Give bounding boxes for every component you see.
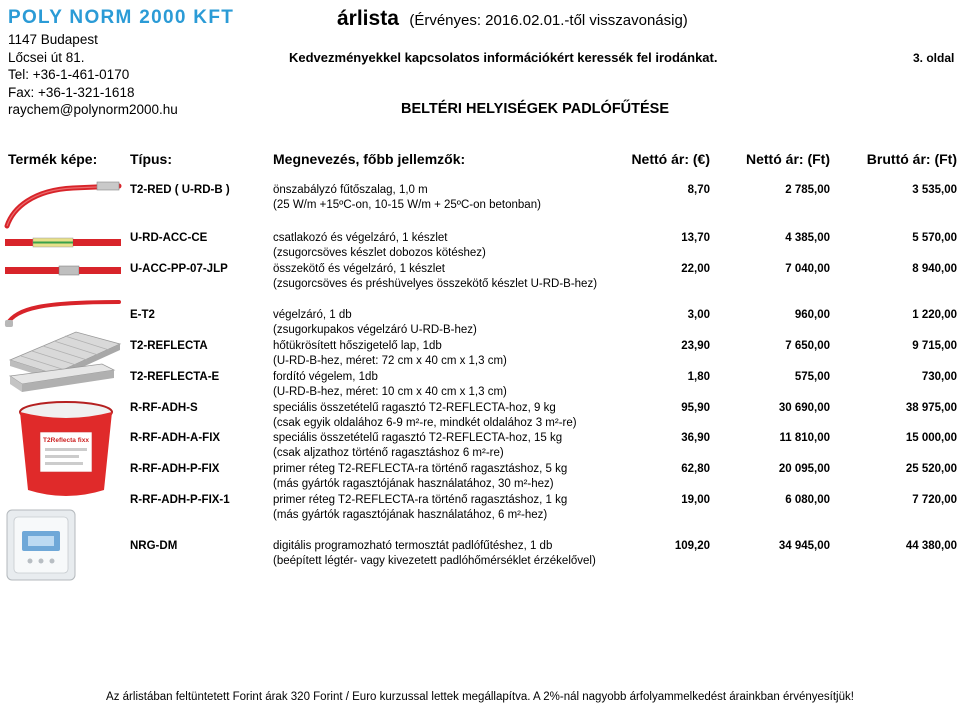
col-header-image: Termék képe: — [8, 151, 98, 167]
product-code: R-RF-ADH-A-FIX — [130, 432, 221, 444]
net-price-huf: 2 785,00 — [785, 184, 830, 196]
product-note: (U-RD-B-hez, méret: 10 cm x 40 cm x 1,3 cm) — [273, 386, 507, 398]
gross-price-huf: 730,00 — [921, 371, 957, 383]
net-price-eur: 19,00 — [681, 494, 710, 506]
net-price-huf: 30 690,00 — [778, 402, 830, 414]
address-line: 1147 Budapest — [8, 32, 98, 47]
table-row — [0, 184, 960, 214]
table-row — [0, 340, 960, 370]
net-price-eur: 36,90 — [681, 432, 710, 444]
product-name: összekötő és végelzáró, 1 készlet — [273, 263, 445, 275]
product-note: (csak aljzathoz történő ragasztáshoz 6 m²-re) — [273, 447, 504, 459]
logo-text: POLY NORM 2000 KFT — [8, 7, 235, 28]
col-header-description: Megnevezés, főbb jellemzők: — [273, 151, 466, 167]
product-code: T2-REFLECTA-E — [130, 371, 220, 383]
company-logo — [8, 4, 235, 28]
product-note: (zsugorcsöves készlet dobozos kötéshez) — [273, 247, 486, 259]
product-name: primer réteg T2-REFLECTA-ra történő ragasztáshoz, 5 kg — [273, 463, 568, 475]
product-name: önszabályzó fűtőszalag, 1,0 m — [273, 184, 428, 196]
product-name: speciális összetételű ragasztó T2-REFLECTA-hoz, 9 kg — [273, 402, 556, 414]
col-header-type: Típus: — [130, 151, 172, 167]
product-code: NRG-DM — [130, 540, 178, 552]
net-price-huf: 960,00 — [794, 309, 830, 321]
product-note: (más gyártók ragasztójának használatához, 6 m²-hez) — [273, 509, 548, 521]
net-price-huf: 6 080,00 — [785, 494, 830, 506]
table-row — [0, 402, 960, 432]
net-price-eur: 8,70 — [687, 184, 710, 196]
product-code: U-ACC-PP-07-JLP — [130, 263, 228, 275]
net-price-huf: 20 095,00 — [778, 463, 830, 475]
table-row — [0, 309, 960, 339]
table-row — [0, 494, 960, 524]
product-note: (csak egyik oldalához 6-9 m²-re, mindkét oldalához 3 m²-re) — [273, 417, 577, 429]
page-number: 3. oldal — [913, 51, 955, 65]
company-address — [8, 31, 178, 119]
col-header-net-eur: Nettó ár: (€) — [631, 151, 710, 167]
product-name: primer réteg T2-REFLECTA-ra történő ragasztáshoz, 1 kg — [273, 494, 568, 506]
fax-line: Fax: +36-1-321-1618 — [8, 84, 135, 100]
gross-price-huf: 7 720,00 — [912, 494, 957, 506]
net-price-eur: 13,70 — [681, 232, 710, 244]
table-row — [0, 371, 960, 401]
gross-price-huf: 38 975,00 — [905, 402, 957, 414]
product-note: (zsugorcsöves és préshüvelyes összekötő készlet U-RD-B-hez) — [273, 278, 598, 290]
gross-price-huf: 8 940,00 — [912, 263, 957, 275]
net-price-eur: 62,80 — [681, 463, 710, 475]
col-header-net-huf: Nettó ár: (Ft) — [746, 151, 830, 167]
table-row — [0, 463, 960, 493]
address-line: Lőcsei út 81. — [8, 49, 85, 65]
table-row — [0, 540, 960, 570]
footer-note: Az árlistában feltüntetett Forint árak 320 Forint / Euro kurzussal lettek megállapítva. A 2%-nál nagyobb árfolyammelkedést árainkban érvényesítjük! — [106, 691, 854, 703]
gross-price-huf: 3 535,00 — [912, 184, 957, 196]
product-note: (más gyártók ragasztójának használatához, 30 m²-hez) — [273, 478, 554, 490]
net-price-huf: 34 945,00 — [778, 540, 830, 552]
net-price-huf: 4 385,00 — [785, 232, 830, 244]
phone-line: Tel: +36-1-461-0170 — [8, 67, 130, 82]
net-price-huf: 7 040,00 — [785, 263, 830, 275]
product-note: (U-RD-B-hez, méret: 72 cm x 40 cm x 1,3 cm) — [273, 355, 507, 367]
table-row — [0, 232, 960, 262]
product-name: hőtükrösített hőszigetelő lap, 1db — [273, 340, 442, 352]
gross-price-huf: 9 715,00 — [912, 340, 957, 352]
net-price-huf: 575,00 — [794, 371, 830, 383]
gross-price-huf: 25 520,00 — [905, 463, 957, 475]
net-price-eur: 95,90 — [681, 402, 710, 414]
net-price-eur: 3,00 — [687, 309, 710, 321]
product-code: R-RF-ADH-S — [130, 402, 198, 414]
product-note: (beépített légtér- vagy kivezetett padlóhőmérséklet érzékelővel) — [273, 555, 596, 567]
product-note: (25 W/m +15ºC-on, 10-15 W/m + 25ºC-on betonban) — [273, 199, 541, 211]
product-name: csatlakozó és végelzáró, 1 készlet — [273, 232, 448, 244]
email-line[interactable]: raychem@polynorm2000.hu — [8, 102, 178, 117]
document-title — [337, 7, 688, 31]
table-row — [0, 432, 960, 462]
product-code: T2-REFLECTA — [130, 340, 208, 352]
net-price-eur: 109,20 — [674, 540, 710, 552]
product-code: U-RD-ACC-CE — [130, 232, 208, 244]
title-text: árlista — [337, 7, 399, 30]
discount-note: Kedvezményekkel kapcsolatos információkért keressék fel irodánkat. — [289, 50, 718, 65]
net-price-eur: 1,80 — [687, 371, 710, 383]
product-name: végelzáró, 1 db — [273, 309, 352, 321]
product-code: E-T2 — [130, 309, 155, 321]
product-code: R-RF-ADH-P-FIX-1 — [130, 494, 230, 506]
product-name: fordító végelem, 1db — [273, 371, 378, 383]
table-row — [0, 263, 960, 293]
col-header-gross-huf: Bruttó ár: (Ft) — [866, 151, 957, 167]
net-price-eur: 23,90 — [681, 340, 710, 352]
gross-price-huf: 15 000,00 — [905, 432, 957, 444]
gross-price-huf: 1 220,00 — [912, 309, 957, 321]
product-code: R-RF-ADH-P-FIX — [130, 463, 220, 475]
bucket-label: T2Reflecta fixx — [43, 437, 89, 444]
gross-price-huf: 44 380,00 — [905, 540, 957, 552]
net-price-huf: 7 650,00 — [785, 340, 830, 352]
validity-text: (Érvényes: 2016.02.01.-től visszavonásig) — [409, 12, 688, 29]
product-code: T2-RED ( U-RD-B ) — [130, 184, 230, 196]
net-price-huf: 11 810,00 — [779, 432, 830, 444]
product-name: digitális programozható termosztát padlófűtéshez, 1 db — [273, 540, 553, 552]
product-name: speciális összetételű ragasztó T2-REFLECTA-hoz, 15 kg — [273, 432, 563, 444]
gross-price-huf: 5 570,00 — [912, 232, 957, 244]
section-title: BELTÉRI HELYISÉGEK PADLÓFŰTÉSE — [401, 101, 670, 117]
product-note: (zsugorkupakos végelzáró U-RD-B-hez) — [273, 324, 477, 336]
net-price-eur: 22,00 — [681, 263, 710, 275]
